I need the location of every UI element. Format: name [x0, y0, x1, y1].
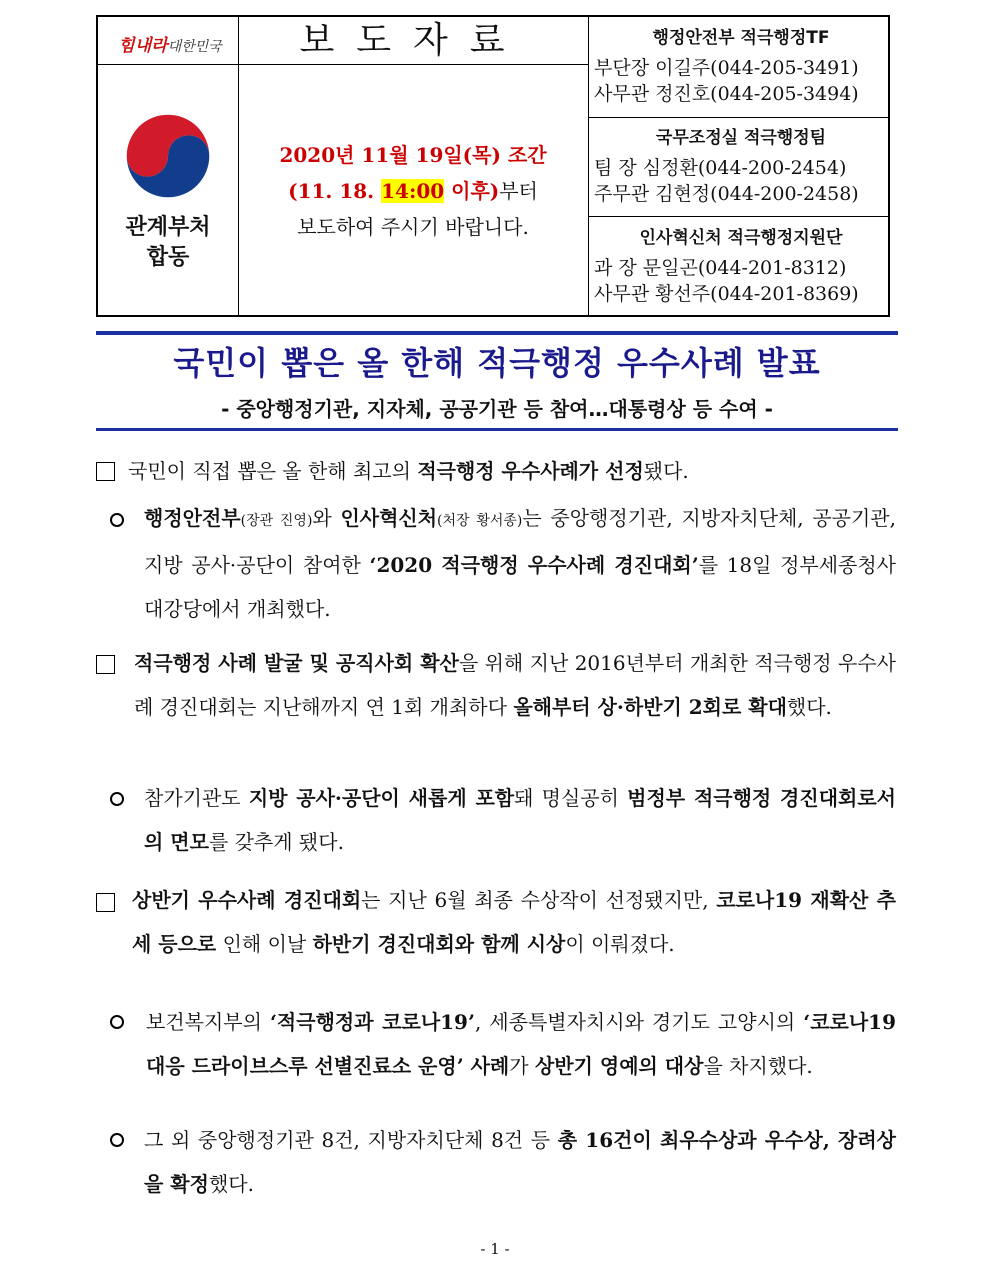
government-emblem-icon — [125, 113, 211, 199]
text-run: 했다. — [786, 695, 832, 719]
embargo-time: 14:00 — [381, 179, 445, 203]
text-run: 국민이 직접 뽑은 올 한해 최고의 — [128, 459, 418, 483]
text-run: 됐다. — [643, 459, 689, 483]
embargo-request: 보도하여 주시기 바랍니다. — [297, 215, 529, 239]
circle-bullet-icon — [110, 1133, 124, 1147]
text-run-bold: 인사혁신처 — [340, 506, 438, 530]
contact-row: 사무관 황선주(044-201-8369) — [594, 283, 859, 305]
paragraph-2 — [144, 496, 896, 631]
contact-block-mpm — [590, 225, 892, 307]
text-run: 를 18일 정부세종청사 대강당에서 개최했다. — [144, 553, 896, 621]
text-run-bold: 행정안전부 — [144, 506, 241, 530]
contact-block-opm — [590, 125, 892, 207]
document-type-title: 보도자료 — [299, 20, 527, 61]
divider — [588, 17, 589, 315]
text-run-bold: 적극행정 우수사례가 선정 — [417, 459, 644, 483]
contact-org: 행정안전부 적극행정TF — [652, 28, 830, 48]
page-number: - 1 - — [480, 1240, 510, 1258]
text-run: 그 외 중앙행정기관 8건, 지방자치단체 8건 등 — [144, 1128, 558, 1152]
text-run-bold: 범정부 적극행정 경진대회로서의 면모 — [144, 786, 896, 854]
divider — [588, 216, 890, 217]
text-run: 했다. — [208, 1172, 254, 1196]
contact-row: 부단장 이길주(044-205-3491) — [594, 57, 859, 79]
text-run-small: (장관 진영) — [240, 513, 313, 529]
text-run: 참가기관도 — [144, 786, 249, 810]
divider — [238, 64, 588, 65]
divider — [588, 117, 890, 118]
text-run: 을 차지했다. — [703, 1054, 813, 1078]
text-run: 보건복지부의 — [146, 1010, 270, 1034]
square-bullet-icon — [96, 462, 115, 481]
text-run: 와 — [312, 506, 341, 530]
text-run: 인해 이날 — [216, 932, 313, 956]
text-run: 돼 명실공히 — [514, 786, 628, 810]
text-run: 가 — [509, 1054, 535, 1078]
paragraph-5 — [132, 878, 896, 966]
text-run: 이 이뤄졌다. — [565, 932, 675, 956]
contact-org: 인사혁신처 적극행정지원단 — [639, 228, 843, 248]
text-run-small: (처장 황서종) — [437, 513, 523, 529]
joint-label-line2: 합동 — [146, 245, 190, 270]
embargo-tail: 부터 — [499, 179, 538, 203]
text-run-bold: ‘코로나19 대응 드라이브스루 선별진료소 운영’ 사례 — [146, 1010, 897, 1078]
circle-bullet-icon — [110, 1015, 124, 1029]
text-run: 을 위해 지난 2016년부터 개최한 적극행정 우수사례 경진대회는 지난해까지 연 1회 개최하다 — [134, 651, 896, 719]
title-bottom-rule — [96, 428, 898, 431]
joint-departments-label — [98, 213, 238, 273]
text-run-bold: 하반기 경진대회와 함께 시상 — [312, 932, 566, 956]
text-run-bold: 지방 공사·공단이 새롭게 포함 — [248, 786, 515, 810]
contact-row: 과 장 문일곤(044-201-8312) — [594, 257, 847, 279]
joint-label-line1: 관계부처 — [125, 215, 211, 240]
text-run-bold: ‘2020 적극행정 우수사례 경진대회’ — [369, 553, 699, 577]
square-bullet-icon — [96, 893, 115, 912]
text-run-bold: 상반기 우수사례 경진대회 — [132, 888, 362, 912]
headline: 국민이 뽑은 올 한해 적극행정 우수사례 발표 — [173, 344, 821, 382]
embargo-date: 2020년 11월 19일(목) 조간 — [279, 143, 547, 167]
text-run-bold: 총 16건이 최우수상과 우수상, 장려상을 확정 — [144, 1128, 896, 1196]
subheadline: - 중앙행정기관, 지자체, 공공기관 등 참여…대통령상 등 수여 - — [221, 397, 773, 421]
text-run-bold: 올해부터 상·하반기 2회로 확대 — [513, 695, 787, 719]
square-bullet-icon — [96, 655, 115, 674]
text-run: , 세종특별자치시와 경기도 고양시의 — [474, 1010, 804, 1034]
circle-bullet-icon — [110, 792, 124, 806]
paragraph-3 — [134, 641, 896, 729]
contact-row: 사무관 정진호(044-205-3494) — [594, 83, 859, 105]
press-header-table — [96, 15, 890, 317]
paragraph-7 — [144, 1118, 896, 1206]
text-run-bold: 적극행정 사례 발굴 및 공직사회 확산 — [134, 651, 459, 675]
text-run-bold: ‘적극행정과 코로나19’ — [269, 1010, 475, 1034]
slogan-logo: 힘내라대한민국 — [118, 36, 222, 56]
embargo-time-prefix: (11. 18. — [288, 179, 382, 203]
contact-row: 팀 장 심정환(044-200-2454) — [594, 157, 847, 179]
text-run-bold: 상반기 영예의 대상 — [534, 1054, 704, 1078]
paragraph-1 — [128, 449, 898, 493]
title-top-rule — [96, 331, 898, 335]
contact-row: 주무관 김현정(044-200-2458) — [594, 183, 859, 205]
paragraph-6 — [146, 1000, 896, 1088]
circle-bullet-icon — [110, 513, 124, 527]
paragraph-4 — [144, 776, 896, 864]
text-run-bold: 코로나19 재확산 추세 등으로 — [132, 888, 896, 956]
text-run: 는 지난 6월 최종 수상작이 선정됐지만, — [361, 888, 717, 912]
text-run: 는 중앙행정기관, 지방자치단체, 공공기관, 지방 공사·공단이 참여한 — [144, 506, 896, 577]
embargo-notice — [238, 137, 588, 245]
contact-org: 국무조정실 적극행정팀 — [655, 128, 827, 148]
contact-block-mois — [590, 25, 892, 107]
text-run: 를 갖추게 됐다. — [208, 830, 344, 854]
embargo-time-suffix: 이후) — [444, 179, 500, 203]
